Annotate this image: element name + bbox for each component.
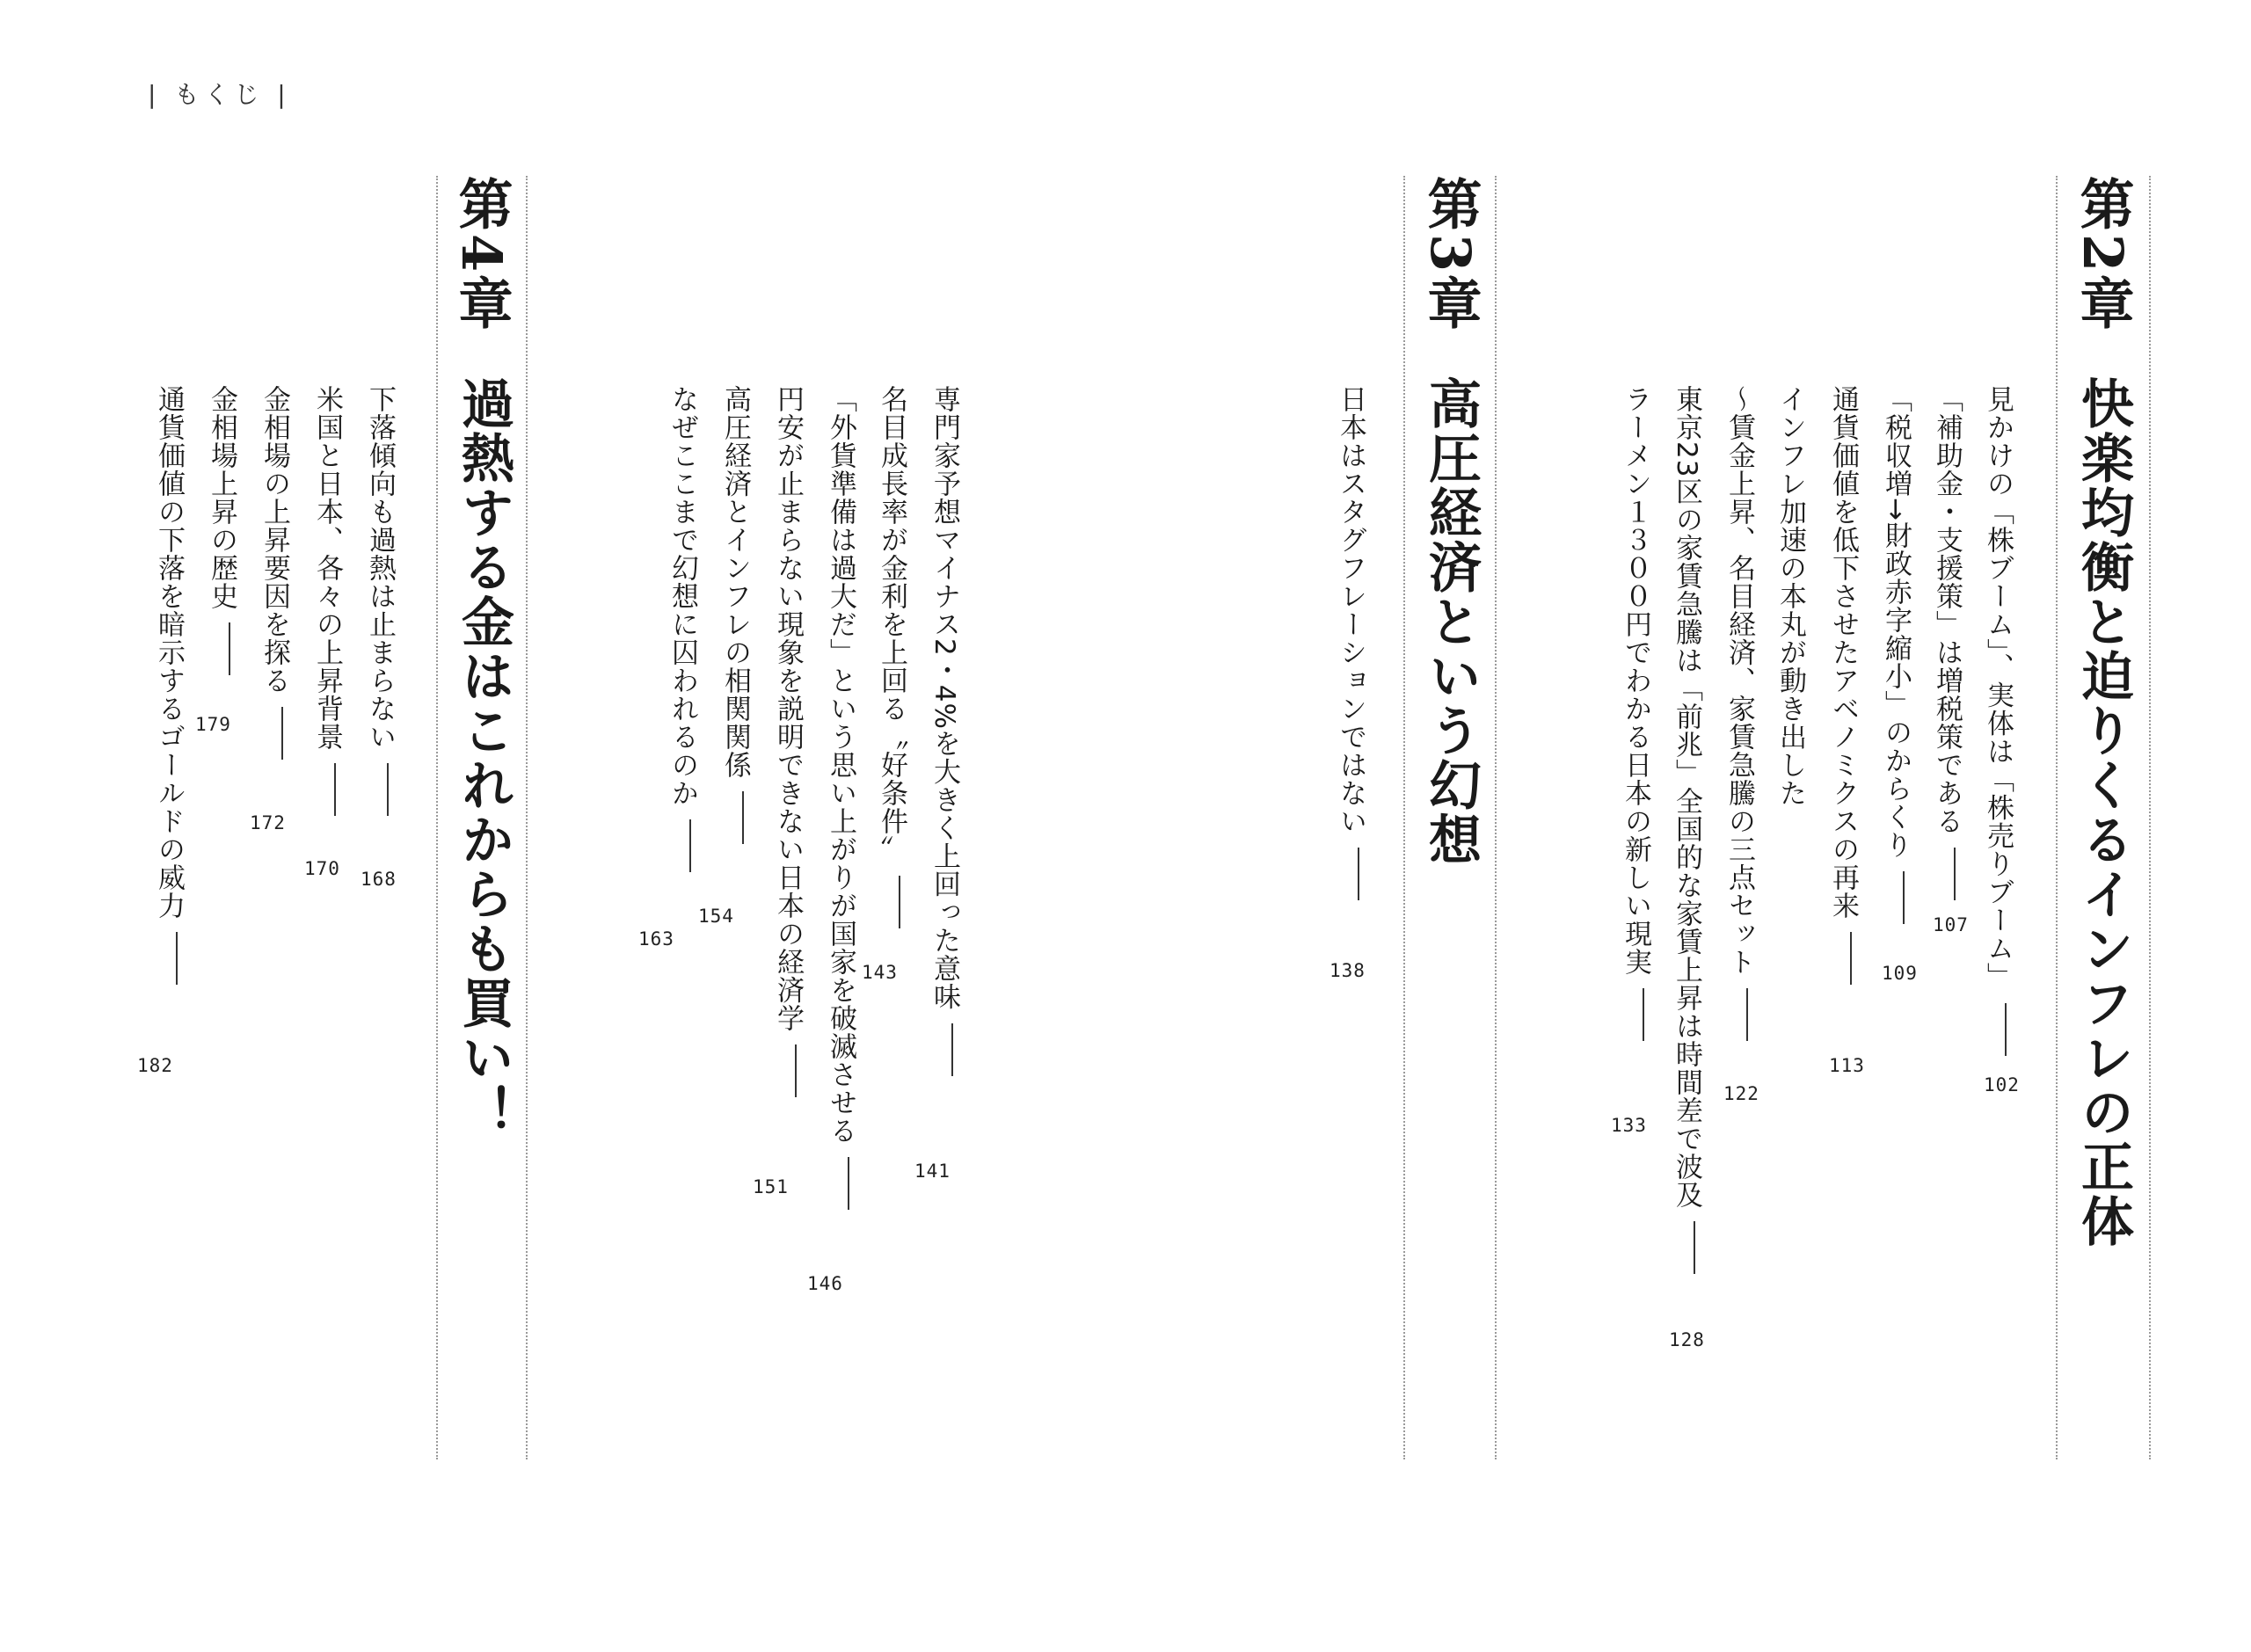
page-number: 154 (698, 906, 734, 927)
toc-entry[interactable] (1621, 385, 1649, 1041)
toc-entry[interactable] (364, 385, 396, 816)
toc-entry[interactable] (1337, 385, 1364, 900)
page-number: 182 (137, 1055, 173, 1076)
leader-line (1850, 932, 1852, 985)
chapter-title: 高圧経済という幻想 (1420, 376, 1482, 867)
running-head: | もくじ | (148, 80, 291, 109)
chapter-label: 第2章 (2071, 176, 2135, 334)
entry-text: 米国と日本、各々の上昇背景 (311, 385, 343, 751)
leader-line (1746, 988, 1748, 1041)
toc-entry[interactable] (1723, 385, 1755, 1041)
toc-entry[interactable] (1931, 385, 1963, 900)
entry-text: 金相場上昇の歴史 (206, 385, 237, 610)
leader-line (229, 622, 230, 675)
entry-text: 専門家予想マイナス2・4%を大きく上回った意味 (929, 385, 960, 1011)
entry-text: 高圧経済とインフレの相関関係 (719, 385, 751, 779)
entry-text: 「補助金・支援策」は増税策である (1931, 385, 1963, 835)
page-number: 168 (361, 869, 397, 890)
toc-entry[interactable] (878, 385, 905, 928)
leader-line (1954, 848, 1956, 900)
toc-entry[interactable] (1982, 385, 2014, 1056)
toc-entry[interactable] (1827, 385, 1859, 985)
toc-entry[interactable] (260, 385, 288, 760)
toc-entry[interactable] (208, 385, 235, 675)
toc-entry[interactable] (153, 385, 185, 985)
toc-entry[interactable] (772, 385, 804, 1097)
page-number: 151 (753, 1176, 789, 1197)
divider-rule (526, 176, 528, 1459)
page-number: 107 (1933, 914, 1969, 935)
entry-text: ～賃金上昇、名目経済、家賃急騰の三点セット (1723, 385, 1755, 976)
toc-entry[interactable] (1672, 385, 1700, 1274)
page-number: 143 (862, 962, 898, 983)
page-number: 141 (914, 1161, 951, 1182)
leader-line (1694, 1221, 1695, 1274)
page-number: 109 (1882, 963, 1918, 984)
entry-text: なぜここまで幻想に囚われるのか (667, 385, 698, 807)
leader-line (848, 1157, 849, 1210)
leader-line (951, 1023, 953, 1076)
page-number: 113 (1829, 1055, 1865, 1076)
leader-line (2005, 1003, 2007, 1056)
page-number: 170 (304, 858, 340, 879)
toc-entry[interactable] (311, 385, 343, 816)
entry-text: 東京23区の家賃急騰は「前兆」全国的な家賃上昇は時間差で波及 (1671, 385, 1702, 1210)
page-number: 179 (195, 714, 231, 735)
toc-entry[interactable] (1774, 385, 1806, 807)
leader-line (1643, 988, 1644, 1041)
divider-rule (436, 176, 438, 1459)
toc-entry[interactable] (827, 385, 854, 1210)
entry-text: 金相場の上昇要因を探る (259, 385, 290, 695)
leader-line (795, 1044, 797, 1097)
entry-text: 見かけの「株ブーム」、実体は「株売りブーム」 (1982, 385, 2014, 991)
divider-rule (2056, 176, 2058, 1459)
leader-line (281, 707, 283, 760)
divider-rule (1403, 176, 1405, 1459)
leader-line (176, 932, 178, 985)
divider-rule (1495, 176, 1497, 1459)
entry-text: 名目成長率が金利を上回る〝好条件〟 (876, 385, 907, 863)
leader-line (1358, 848, 1359, 900)
entry-text: 通貨価値の下落を暗示するゴールドの威力 (153, 385, 185, 920)
toc-entry[interactable] (719, 385, 751, 844)
leader-line (689, 819, 691, 872)
chapter-label: 第4章 (449, 176, 514, 334)
leader-line (387, 763, 389, 816)
divider-rule (2149, 176, 2151, 1459)
entry-text: 通貨価値を低下させたアベノミクスの再来 (1827, 385, 1859, 920)
toc-entry[interactable] (668, 385, 696, 872)
chapter-title: 快楽均衡と迫りくるインフレの正体 (2073, 376, 2134, 1248)
entry-text: 下落傾向も過熱は止まらない (364, 385, 396, 751)
leader-line (1903, 871, 1905, 924)
page-number: 133 (1611, 1115, 1647, 1136)
entry-text: インフレ加速の本丸が動き出した (1774, 385, 1806, 807)
page-number: 102 (1984, 1074, 2020, 1095)
toc-entry[interactable] (930, 385, 958, 1076)
entry-text: 円安が止まらない現象を説明できない日本の経済学 (772, 385, 804, 1032)
entry-text: 「外貨準備は過大だ」という思い上がりが国家を破滅させる (825, 385, 856, 1145)
entry-text: 「税収増→財政赤字縮小」のからくり (1880, 385, 1912, 859)
page-number: 146 (807, 1273, 843, 1294)
page-number: 172 (250, 812, 286, 833)
page-number: 138 (1329, 960, 1366, 981)
leader-line (742, 791, 744, 844)
page-number: 122 (1723, 1083, 1759, 1104)
chapter-title: 過熱する金はこれからも買い！ (453, 376, 514, 1139)
leader-line (899, 876, 900, 928)
leader-line (334, 763, 336, 816)
toc-entry[interactable] (1880, 385, 1912, 924)
page-number: 128 (1669, 1329, 1705, 1350)
entry-text: ラーメン１３００円でわかる日本の新しい現実 (1620, 385, 1651, 976)
entry-text: 日本はスタグフレーションではない (1335, 385, 1366, 835)
chapter-label: 第3章 (1418, 176, 1482, 334)
page-number: 163 (638, 928, 674, 950)
